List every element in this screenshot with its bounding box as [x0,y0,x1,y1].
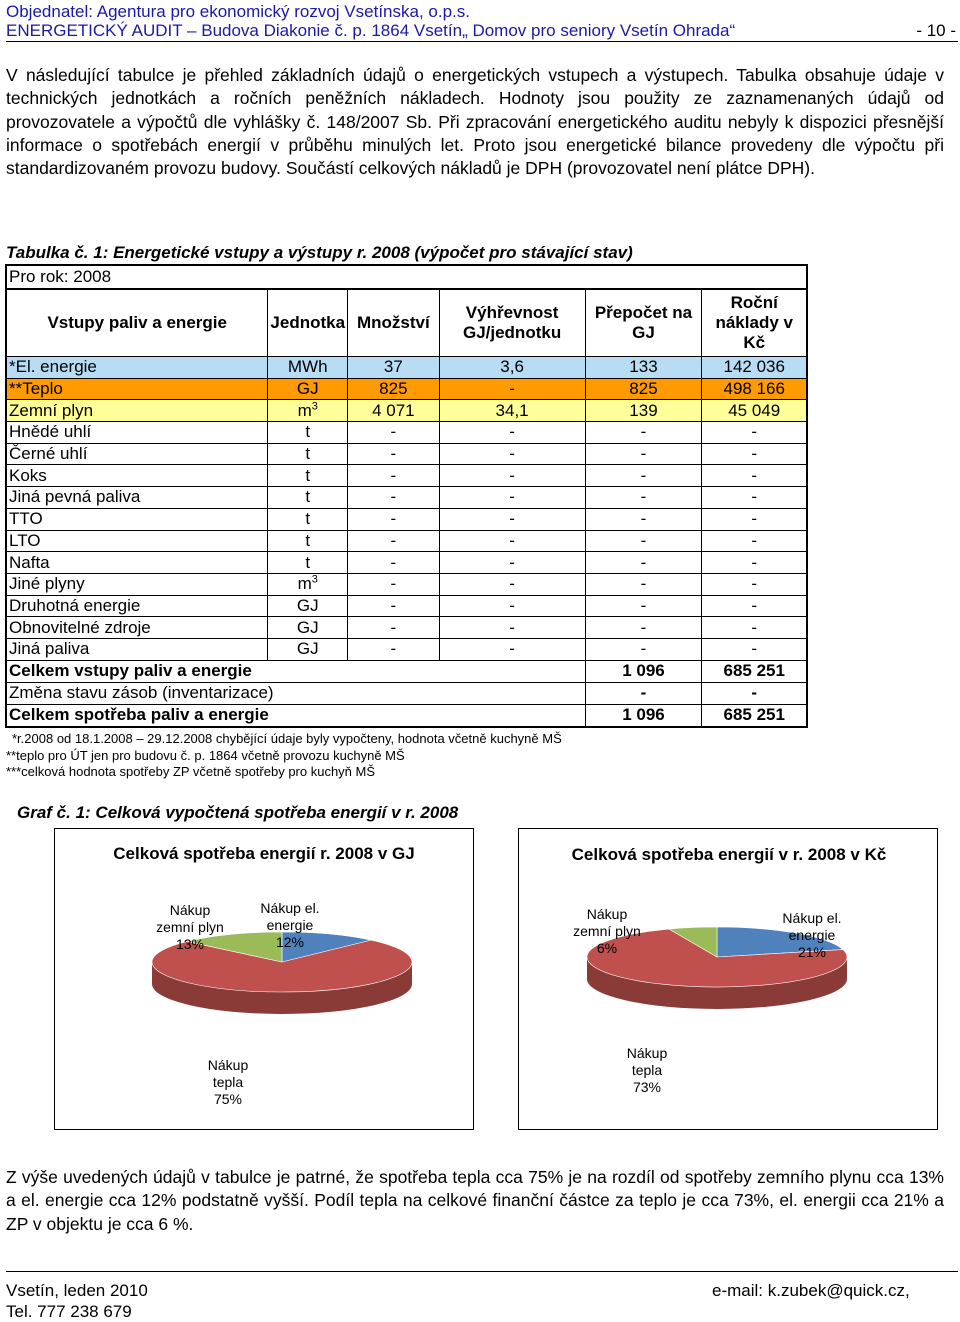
table-cell: Nafta [6,552,268,574]
table-cell: 133 [585,357,702,379]
table-cell: TTO [6,508,268,530]
table-cell: - [439,638,585,660]
table-cell: $m^3$ [268,573,348,595]
table-cell: - [585,573,702,595]
table-cell: - [585,465,702,487]
conclusion-paragraph: Z výše uvedených údajů v tabulce je patrné, že spotřeba tepla cca 75% je na rozdíl od spotřeby zemního plynu cca 13% a el. energie cca 12% podstatně vyšší. Podíl tepla na celkové finanční částce za teplo je cca 73%, el. energii cca 21% a ZP v objektu je cca 6 %. [6,1167,944,1234]
footer-phone: Tel. 777 238 679 [6,1302,132,1321]
table-cell: - [439,617,585,639]
table-cell: - [702,552,807,574]
table-cell: Koks [6,465,268,487]
summary-value: 1 096 [585,704,702,727]
header-title: ENERGETICKÝ AUDIT – Budova Diakonie č. p. 1864 Vsetín„ Domov pro seniory Vsetín Ohrada“ [6,21,736,40]
table-cell: - [702,487,807,509]
table-cell: - [702,508,807,530]
table-cell: 3,6 [439,357,585,379]
table-summary-row [6,660,807,682]
table-row [6,552,807,574]
energy-table [5,264,808,728]
table-cell: Černé uhlí [6,443,268,465]
table-cell: - [439,378,585,400]
chart-gj-title: Celková spotřeba energií r. 2008 v GJ [113,844,415,863]
table-header-cell: Vstupy paliv a energie [6,289,268,357]
table-cell: - [439,443,585,465]
table-notes [6,731,562,781]
table-cell: 142 036 [702,357,807,379]
footer-place-date: Vsetín, leden 2010 [6,1281,148,1300]
table-cell: 4 071 [348,400,440,422]
table-cell: - [585,443,702,465]
table-cell: t [268,530,348,552]
table-cell: - [348,552,440,574]
table-note: **teplo pro ÚT jen pro budovu č. p. 1864 včetně provozu kuchyně MŠ [6,747,405,763]
table-header-cell: Množství [348,289,440,357]
table-cell: - [702,422,807,444]
table-cell: 37 [348,357,440,379]
table-row [6,638,807,660]
table-row [6,378,807,400]
chart-kc [518,828,938,1130]
chart-kc-label-el: Nákup el. energie 21% [782,910,842,960]
table-cell: - [585,595,702,617]
table-cell: - [348,617,440,639]
summary-label: Změna stavu zásob (inventarizace) [6,682,585,704]
chart-gj-label-el: Nákup el. energie 12% [260,900,320,950]
chart-kc-title: Celková spotřeba energií v r. 2008 v Kč [571,845,887,864]
table-cell: - [348,487,440,509]
intro-paragraph: V následující tabulce je přehled základních údajů o energetických vstupech a výstupech. Tabulka obsahuje údaje v technických jednotkách a ročních peněžních nákladech. Hodnoty jsou použity ze zaznamenaných údajů od provozovatele a výpočtů dle vyhlášky č. 148/2007 Sb. Při zpracování energetického auditu nebyly k dispozici přesnější informace o spotřebách energií v průběhu minulých let. Proto jsou energetické bilance provedeny dle výpočtu při standardizovaném provozu budovy. Součástí celkových nákladů je DPH (provozovatel není plátce DPH). [6,65,944,179]
summary-value: 685 251 [702,660,807,682]
table-cell: - [702,465,807,487]
table-cell: t [268,552,348,574]
page-number: - 10 - [916,21,956,40]
table-cell: - [439,530,585,552]
chart-gj-label-plyn: Nákup zemní plyn 13% [156,902,224,952]
chart-gj [54,828,474,1130]
table-cell: - [439,508,585,530]
table-header-cell: Přepočet na GJ [585,289,702,357]
summary-value: - [585,682,702,704]
table-cell: - [702,530,807,552]
table-cell: - [439,465,585,487]
table-row [6,508,807,530]
table-row [6,487,807,509]
table-header-cell: Jednotka [268,289,348,357]
table-cell: - [585,530,702,552]
table-cell: $m^3$ [268,400,348,422]
table-cell: 825 [585,378,702,400]
table-row [6,465,807,487]
table-cell: t [268,443,348,465]
table-cell: - [348,465,440,487]
footer-rule [6,1271,958,1272]
table-cell: - [585,617,702,639]
table-cell: t [268,487,348,509]
table-row [6,357,807,379]
summary-value: 685 251 [702,704,807,727]
table-cell: - [439,487,585,509]
table-cell: Jiná paliva [6,638,268,660]
table-cell: GJ [268,595,348,617]
table-cell: 45 049 [702,400,807,422]
header-client: Objednatel: Agentura pro ekonomický rozvoj Vsetínska, o.p.s. [6,2,470,21]
table-cell: - [348,422,440,444]
table-cell: GJ [268,638,348,660]
table-cell: - [348,530,440,552]
table-cell: - [585,422,702,444]
table-row [6,595,807,617]
summary-label: Celkem vstupy paliv a energie [6,660,585,682]
summary-value: 1 096 [585,660,702,682]
page-header [6,2,960,40]
table-row [6,400,807,422]
table-cell: - [702,638,807,660]
table-note: ***celková hodnota spotřeby ZP včetně spotřeby pro kuchyň MŠ [6,764,376,779]
table-cell: 825 [348,378,440,400]
table-cell: - [585,552,702,574]
chart-gj-label-teplo: Nákup tepla 75% [207,1057,249,1107]
summary-value: - [702,682,807,704]
chart-kc-label-teplo: Nákup tepla 73% [626,1045,668,1095]
table-cell: t [268,508,348,530]
table-cell: GJ [268,378,348,400]
table-row [6,422,807,444]
table-cell: - [585,487,702,509]
table-cell: **Teplo [6,378,268,400]
chart-kc-pie [519,829,937,1129]
table-header-cell: Roční náklady v Kč [702,289,807,357]
table-row [6,530,807,552]
table-cell: 498 166 [702,378,807,400]
table-cell: t [268,465,348,487]
table-cell: MWh [268,357,348,379]
table-cell: Zemní plyn [6,400,268,422]
table-cell: t [268,422,348,444]
summary-label: Celkem spotřeba paliv a energie [6,704,585,727]
table-cell: - [439,573,585,595]
table-cell: - [585,508,702,530]
table-cell: - [439,552,585,574]
table-cell: Druhotná energie [6,595,268,617]
table-cell: LTO [6,530,268,552]
table-cell: - [348,443,440,465]
table-cell: Jiná pevná paliva [6,487,268,509]
table-cell: Hnědé uhlí [6,422,268,444]
table-summary-row [6,704,807,727]
table-caption: Tabulka č. 1: Energetické vstupy a výstupy r. 2008 (výpočet pro stávající stav) [6,243,633,262]
table-cell: - [348,508,440,530]
table-cell: - [348,573,440,595]
graph-caption: Graf č. 1: Celková vypočtená spotřeba energií v r. 2008 [17,803,459,822]
table-cell: - [702,573,807,595]
table-header-cell: Výhřevnost GJ/jednotku [439,289,585,357]
table-row [6,443,807,465]
footer-email: e-mail: k.zubek@quick.cz, [712,1281,910,1300]
table-cell: GJ [268,617,348,639]
table-note: *r.2008 od 18.1.2008 – 29.12.2008 chybějící údaje byly vypočteny, hodnota včetně kuchyně MŠ [12,731,562,746]
table-year: Pro rok: 2008 [6,265,807,289]
table-cell: - [702,595,807,617]
table-cell: - [585,638,702,660]
header-rule [6,41,958,42]
table-row [6,573,807,595]
table-cell: - [348,638,440,660]
table-cell: - [702,617,807,639]
table-row [6,617,807,639]
table-cell: - [702,443,807,465]
table-cell: - [439,422,585,444]
table-cell: - [348,595,440,617]
table-cell: 139 [585,400,702,422]
table-cell: - [439,595,585,617]
chart-kc-label-plyn: Nákup zemní plyn 6% [573,906,641,956]
table-cell: Jiné plyny [6,573,268,595]
table-header-row [6,289,807,357]
table-summary-row [6,682,807,704]
table-cell: *El. energie [6,357,268,379]
table-cell: 34,1 [439,400,585,422]
table-cell: Obnovitelné zdroje [6,617,268,639]
